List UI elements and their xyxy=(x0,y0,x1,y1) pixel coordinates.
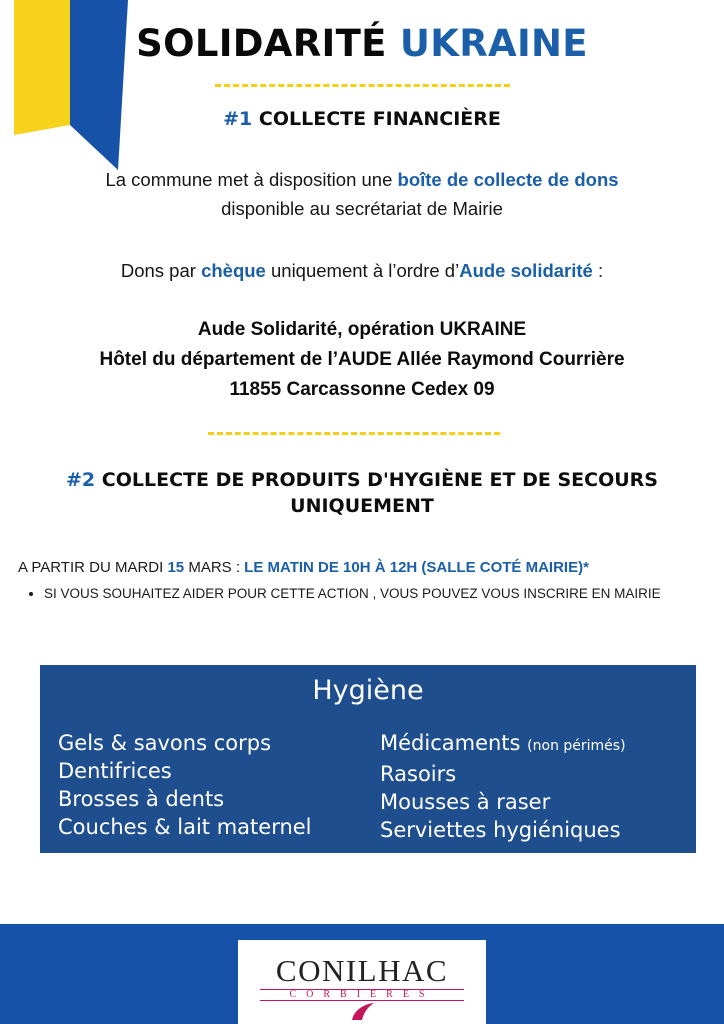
section1-paragraph-1 xyxy=(0,165,724,223)
collection-schedule xyxy=(18,559,589,576)
volunteer-bullet: • SI VOUS SOUHAITEZ AIDER POUR CETTE ACTION , VOUS POUVEZ VOUS INSCRIRE EN MAIRIE xyxy=(44,583,714,604)
hygiene-item: Gels & savons corps xyxy=(58,731,272,755)
hygiene-item: Serviettes hygiéniques xyxy=(380,818,621,842)
p1-highlight: boîte de collecte de dons xyxy=(397,169,619,190)
notice-text-b: MARS : xyxy=(184,559,245,576)
p2-text-b: uniquement à l’ordre d’ xyxy=(265,260,460,281)
title-blue: UKRAINE xyxy=(399,22,588,65)
p2-text-c: : xyxy=(592,260,604,281)
section1-paragraph-2 xyxy=(0,256,724,285)
hygiene-item: Rasoirs xyxy=(380,762,457,786)
volunteer-note xyxy=(24,583,714,604)
hygiene-products-box xyxy=(40,665,696,853)
section1-number: #1 xyxy=(223,108,253,130)
notice-hours: LE MATIN DE 10H À 12H (SALLE COTÉ MAIRIE)* xyxy=(244,559,589,576)
section2-title xyxy=(0,467,724,519)
section2-number: #2 xyxy=(66,469,96,491)
postal-address xyxy=(0,315,724,405)
section2-title-line1: COLLECTE DE PRODUITS D'HYGIÈNE ET DE SECOURS xyxy=(101,469,658,491)
p2-highlight-aude: Aude solidarité xyxy=(459,260,593,281)
notice-text-a: A PARTIR DU MARDI xyxy=(18,559,168,576)
yellow-dashed-divider xyxy=(215,84,510,87)
hygiene-item: Mousses à raser xyxy=(380,790,551,814)
section2-title-line2: UNIQUEMENT xyxy=(290,495,434,517)
section1-title xyxy=(0,106,724,132)
p2-highlight-cheque: chèque xyxy=(201,260,266,281)
page-title xyxy=(0,22,724,65)
logo-name: CONILHAC xyxy=(275,953,449,988)
logo-subtitle: CORBIERES xyxy=(260,989,464,1001)
section1-title-text: COLLECTE FINANCIÈRE xyxy=(258,108,501,130)
conilhac-logo xyxy=(238,940,486,1024)
title-black: SOLIDARITÉ xyxy=(136,22,387,65)
p1-text-b: disponible au secrétariat de Mairie xyxy=(221,198,503,219)
hygiene-item: Couches & lait maternel xyxy=(58,815,312,839)
hygiene-item: Brosses à dents xyxy=(58,787,225,811)
hygiene-item: Dentifrices xyxy=(58,759,172,783)
hygiene-list-left xyxy=(58,729,312,841)
address-line: Aude Solidarité, opération UKRAINE xyxy=(197,319,527,340)
yellow-dashed-divider xyxy=(208,432,500,435)
hygiene-list-right xyxy=(380,729,626,844)
hygiene-item-medicine xyxy=(380,729,626,760)
hygiene-title: Hygiène xyxy=(312,675,424,706)
address-line: 11855 Carcassonne Cedex 09 xyxy=(229,379,495,400)
hygiene-item-note: (non périmés) xyxy=(527,738,626,754)
logo-emblem-icon xyxy=(348,1000,378,1022)
hygiene-item: Médicaments xyxy=(380,731,521,755)
address-line: Hôtel du département de l’AUDE Allée Raymond Courrière xyxy=(99,349,625,370)
p2-text-a: Dons par xyxy=(120,260,202,281)
notice-date-number: 15 xyxy=(167,559,185,576)
p1-text-a: La commune met à disposition une xyxy=(105,169,398,190)
